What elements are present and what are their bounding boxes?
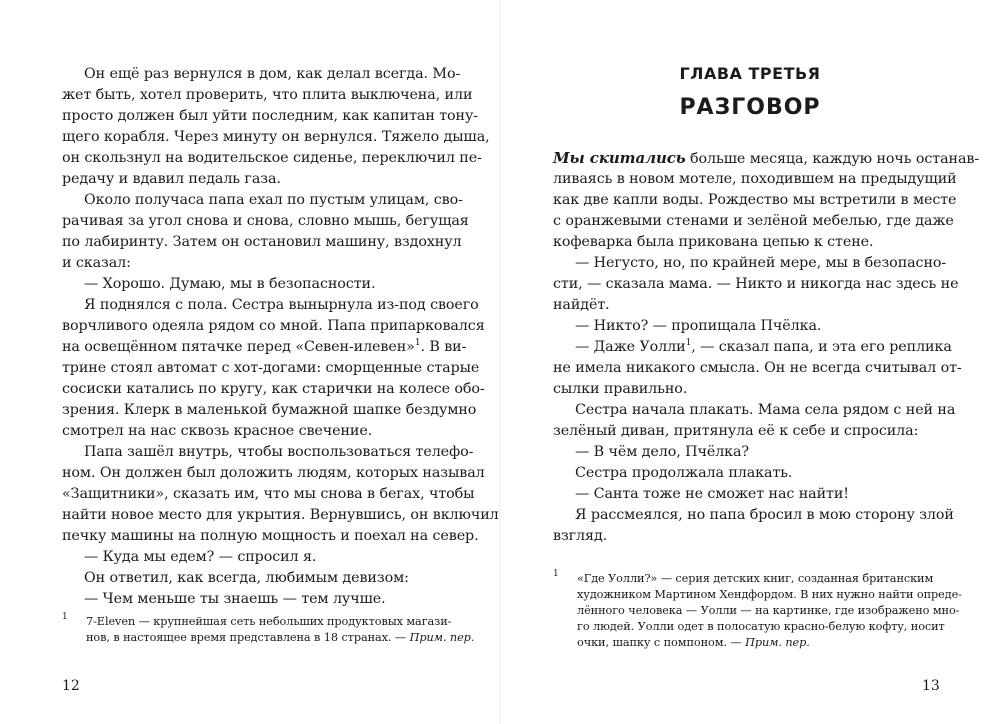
text-line: жет быть, хотел проверить, что плита выключена, или bbox=[62, 87, 473, 103]
text-line bbox=[553, 148, 979, 169]
text-line bbox=[62, 337, 466, 358]
text-line: печку машины на полную мощность и поехал на север. bbox=[62, 528, 479, 544]
text-line: Сестра начала плакать. Мама села рядом с ней на bbox=[575, 402, 956, 418]
right-page bbox=[500, 0, 1000, 724]
footnote-mark: 1 bbox=[553, 569, 559, 579]
text-line: «Защитники», сказать им, что мы снова в бегах, чтобы bbox=[62, 486, 475, 502]
text-line: ном. Он должен был доложить людям, которых называл bbox=[62, 465, 485, 481]
footnote-line bbox=[86, 630, 474, 646]
text-line: ворчливого одеяла рядом со мной. Папа припарковался bbox=[62, 318, 485, 334]
text-line: смотрел на нас сквозь красное свечение. bbox=[62, 423, 373, 439]
footnote-line: лённого человека — Уолли — на картинке, где изображено мно- bbox=[577, 604, 960, 617]
text-line: Около получаса папа ехал по пустым улицам, сво- bbox=[84, 192, 463, 208]
footnote-line: «Где Уолли?» — серия детских книг, созданная британским bbox=[577, 572, 934, 585]
text-segment: , — сказал папа, и эта его реплика bbox=[691, 339, 952, 355]
translator-note: Прим. пер. bbox=[409, 631, 475, 644]
text-line bbox=[575, 337, 952, 358]
text-line: Он ответил, как всегда, любимым девизом: bbox=[84, 570, 409, 586]
text-line: — Никто? — пропищала Пчёлка. bbox=[575, 318, 822, 334]
footnote-line bbox=[577, 635, 810, 651]
translator-note: Прим. пер. bbox=[745, 636, 810, 649]
text-line: с оранжевыми стенами и зелёной мебелью, где даже bbox=[553, 213, 954, 229]
text-line: — В чём дело, Пчёлка? bbox=[575, 444, 750, 460]
page-number: 13 bbox=[922, 678, 940, 694]
text-line: просто должен был уйти последним, как капитан тону- bbox=[62, 108, 478, 124]
text-line: — Хорошо. Думаю, мы в безопасности. bbox=[84, 276, 376, 292]
text-line: редачу и вдавил педаль газа. bbox=[62, 171, 281, 187]
text-segment: . В ви- bbox=[420, 339, 467, 355]
text-line: сосиски катались по кругу, как старички на колесе обо- bbox=[62, 381, 485, 397]
footnote-line: художником Мартином Хендфордом. В них нужно найти опреде- bbox=[577, 588, 962, 601]
footnote-line: го людей. Уолли одет в полосатую красно-белую кофту, носит bbox=[577, 620, 945, 633]
text-line: и сказал: bbox=[62, 255, 131, 271]
text-line: — Санта тоже не сможет нас найти! bbox=[575, 486, 849, 502]
text-line: зрения. Клерк в маленькой бумажной шапке бездумно bbox=[62, 402, 477, 418]
chapter-label: ГЛАВА ТРЕТЬЯ bbox=[679, 64, 821, 83]
text-line: щего корабля. Через минуту он вернулся. Тяжело дыша, bbox=[62, 129, 490, 145]
text-line: сылки правильно. bbox=[553, 381, 688, 397]
text-segment: — Даже Уолли bbox=[575, 339, 686, 355]
text-segment: больше месяца, каждую ночь останав- bbox=[685, 151, 980, 167]
footnote-ref: 1 bbox=[414, 338, 421, 349]
text-line: сти, — сказала мама. — Никто и никогда нас здесь не bbox=[553, 276, 959, 292]
text-segment: на освещённом пятачке перед «Севен-илевен» bbox=[62, 339, 415, 355]
text-line: он скользнул на водительское сиденье, переключил пе- bbox=[62, 150, 482, 166]
text-line: кофеварка была прикована цепью к стене. bbox=[553, 234, 874, 250]
text-line: найдёт. bbox=[553, 297, 610, 313]
footnote-ref: 1 bbox=[685, 338, 692, 349]
text-line: Он ещё раз вернулся в дом, как делал всегда. Мо- bbox=[84, 66, 461, 82]
text-line: рачивая за угол снова и снова, словно мышь, бегущая bbox=[62, 213, 469, 229]
text-segment: нов, в настоящее время представлена в 18 странах. — bbox=[86, 631, 407, 644]
text-line: Сестра продолжала плакать. bbox=[575, 465, 793, 481]
text-line: найти новое место для укрытия. Вернувшись, он включил bbox=[62, 507, 499, 523]
opening-words: Мы скитались bbox=[553, 149, 686, 167]
footnote-line: 7-Eleven — крупнейшая сеть небольших продуктовых магази- bbox=[86, 615, 452, 628]
text-line: Я рассмеялся, но папа бросил в мою сторону злой bbox=[575, 507, 954, 523]
text-line: по лабиринту. Затем он остановил машину, вздохнул bbox=[62, 234, 462, 250]
text-line: зелёный диван, притянула её к себе и спросила: bbox=[553, 423, 919, 439]
text-line: Папа зашёл внутрь, чтобы воспользоваться телефо- bbox=[84, 444, 474, 460]
text-line: как две капли воды. Рождество мы встретили в месте bbox=[553, 192, 957, 208]
text-line: — Чем меньше ты знаешь — тем лучше. bbox=[84, 591, 386, 607]
text-line: Я поднялся с пола. Сестра вынырнула из-под своего bbox=[84, 297, 479, 313]
footnote-mark: 1 bbox=[62, 612, 68, 622]
chapter-title: РАЗГОВОР bbox=[679, 95, 821, 120]
text-line: — Куда мы едем? — спросил я. bbox=[84, 549, 317, 565]
text-line: взгляд. bbox=[553, 528, 608, 544]
page-number: 12 bbox=[62, 678, 80, 694]
text-segment: очки, шапку с помпоном. — bbox=[577, 636, 742, 649]
text-line: ливаясь в новом мотеле, походившем на предыдущий bbox=[553, 171, 957, 187]
text-line: трине стоял автомат с хот-догами: сморщенные старые bbox=[62, 360, 480, 376]
text-line: не имела никакого смысла. Он не всегда считывал от- bbox=[553, 360, 962, 376]
text-line: — Негусто, но, по крайней мере, мы в безопасно- bbox=[575, 255, 947, 271]
